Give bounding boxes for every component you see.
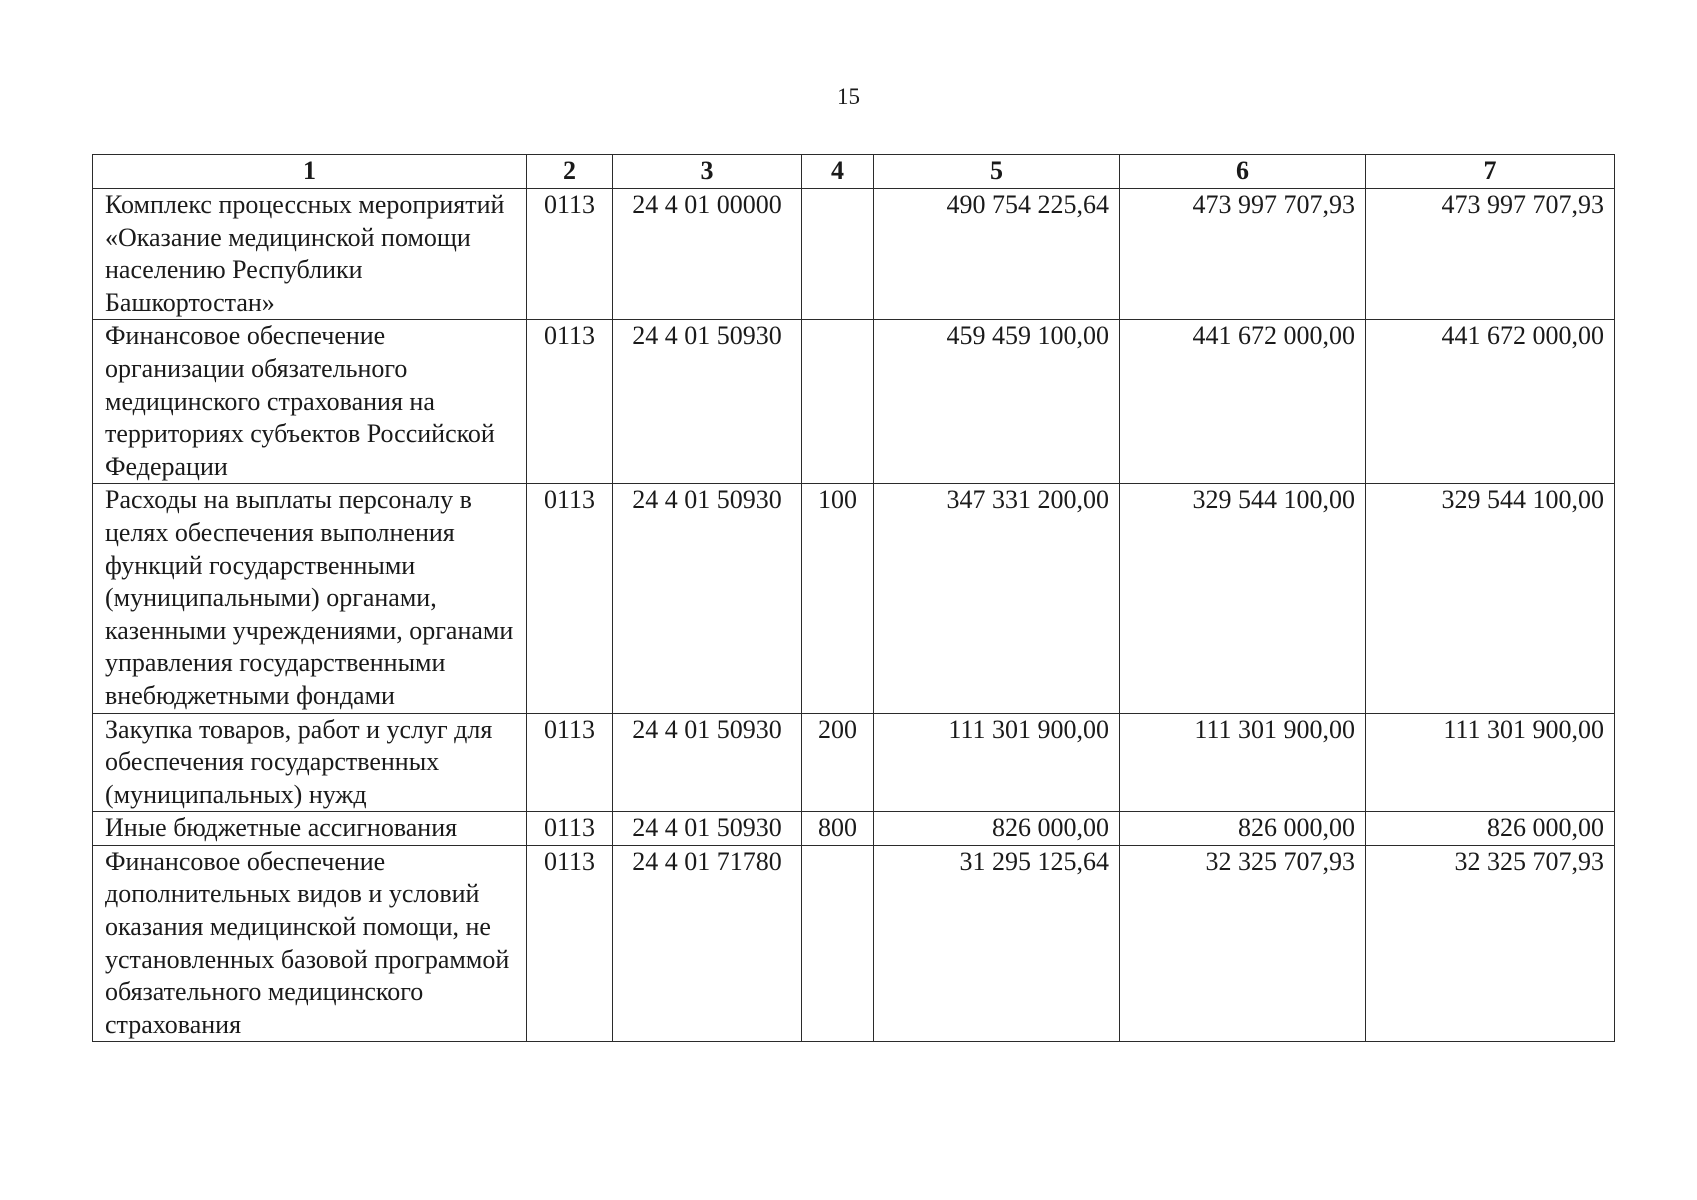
section-code: 0113 [527,812,613,846]
section-code: 0113 [527,713,613,812]
table-row [93,189,1615,320]
column-header: 4 [802,155,874,189]
column-header: 3 [613,155,802,189]
table-row [93,320,1615,484]
section-code: 0113 [527,845,613,1042]
amount-cell: 826 000,00 [874,812,1120,846]
amount-cell: 441 672 000,00 [1120,320,1366,484]
target-code: 24 4 01 71780 [613,845,802,1042]
expense-type-code: 100 [802,484,874,713]
amount-cell: 31 295 125,64 [874,845,1120,1042]
amount-cell: 490 754 225,64 [874,189,1120,320]
expense-type-code: 200 [802,713,874,812]
amount-cell: 111 301 900,00 [1366,713,1615,812]
expense-type-code [802,845,874,1042]
expense-type-code [802,320,874,484]
section-code: 0113 [527,189,613,320]
target-code: 24 4 01 50930 [613,713,802,812]
column-header: 7 [1366,155,1615,189]
amount-cell: 459 459 100,00 [874,320,1120,484]
target-code: 24 4 01 50930 [613,484,802,713]
item-name: Финансовое обеспечение организации обязательного медицинского страхования на территориях субъектов Российской Федерации [93,320,527,484]
target-code: 24 4 01 00000 [613,189,802,320]
table-row [93,484,1615,713]
amount-cell: 473 997 707,93 [1366,189,1615,320]
amount-cell: 826 000,00 [1366,812,1615,846]
column-header: 6 [1120,155,1366,189]
section-code: 0113 [527,320,613,484]
item-name: Иные бюджетные ассигнования [93,812,527,846]
column-header: 5 [874,155,1120,189]
amount-cell: 111 301 900,00 [874,713,1120,812]
amount-cell: 329 544 100,00 [1366,484,1615,713]
page-number: 15 [837,84,860,109]
target-code: 24 4 01 50930 [613,320,802,484]
item-name: Расходы на выплаты персоналу в целях обеспечения выполнения функций государственными (муниципальными) органами, казенными учреждениями, органами управления государственными внебюджетными фондами [93,484,527,713]
amount-cell: 473 997 707,93 [1120,189,1366,320]
amount-cell: 111 301 900,00 [1120,713,1366,812]
column-header: 1 [93,155,527,189]
header-row [93,155,1615,189]
item-name: Закупка товаров, работ и услуг для обеспечения государственных (муниципальных) нужд [93,713,527,812]
item-name: Комплекс процессных мероприятий «Оказание медицинской помощи населению Республики Башкортостан» [93,189,527,320]
amount-cell: 347 331 200,00 [874,484,1120,713]
amount-cell: 441 672 000,00 [1366,320,1615,484]
budget-table [92,154,1615,1042]
table-row [93,845,1615,1042]
amount-cell: 32 325 707,93 [1366,845,1615,1042]
table-row [93,713,1615,812]
amount-cell: 329 544 100,00 [1120,484,1366,713]
item-name: Финансовое обеспечение дополнительных видов и условий оказания медицинской помощи, не установленных базовой программой обязательного медицинского страхования [93,845,527,1042]
table-row [93,812,1615,846]
column-header: 2 [527,155,613,189]
expense-type-code [802,189,874,320]
expense-type-code: 800 [802,812,874,846]
amount-cell: 32 325 707,93 [1120,845,1366,1042]
section-code: 0113 [527,484,613,713]
target-code: 24 4 01 50930 [613,812,802,846]
amount-cell: 826 000,00 [1120,812,1366,846]
